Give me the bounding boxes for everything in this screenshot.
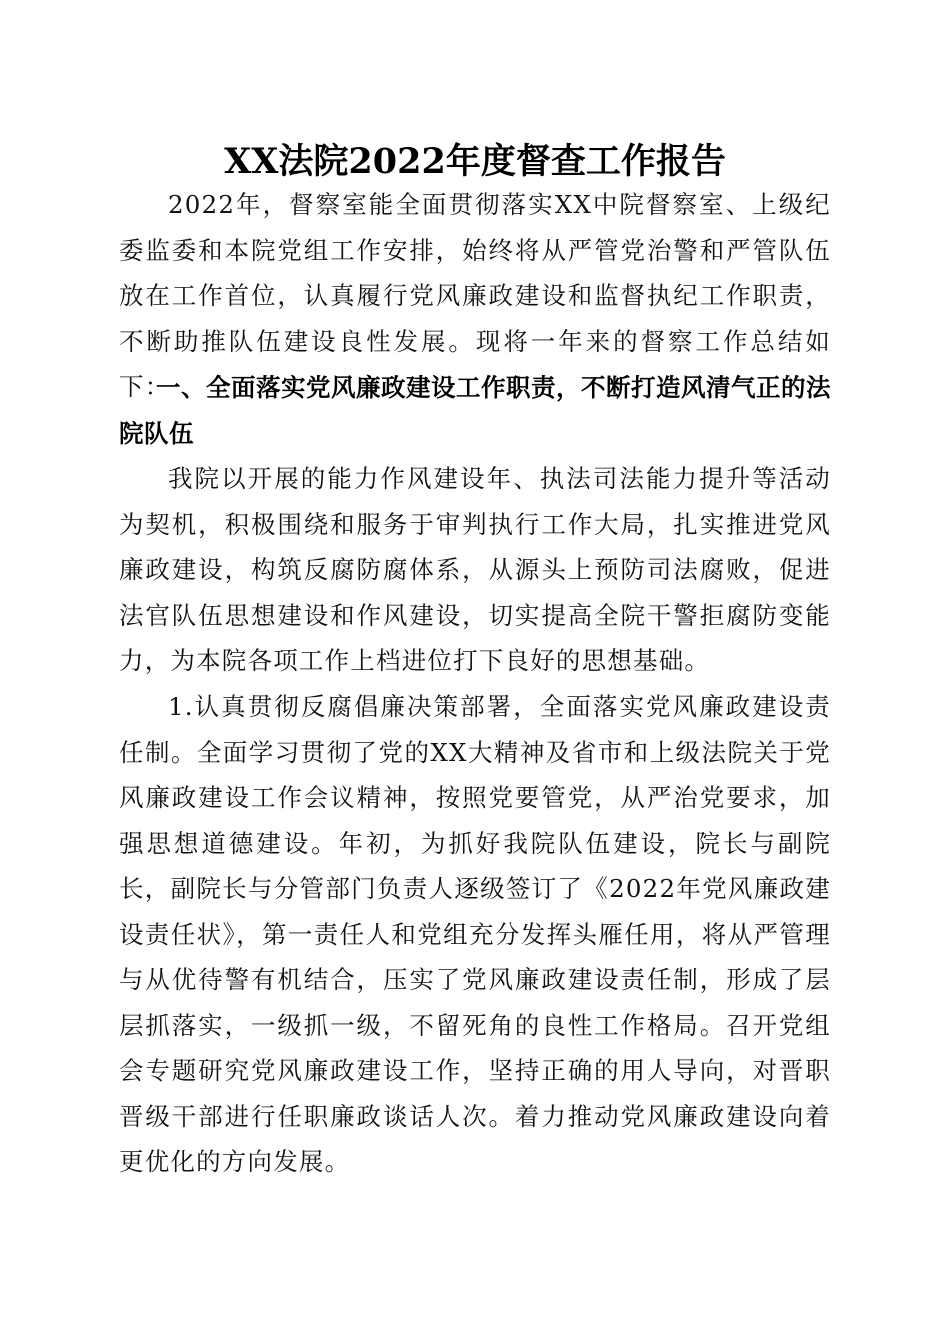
item-paragraph: 1.认真贯彻反腐倡廉决策部署，全面落实党风廉政建设责任制。全面学习贯彻了党的XX大精神及省市和上级法院关于党风廉政建设工作会议精神，按照党要管党，从严治党要求，加强思想道德建设。年初，为抓好我院队伍建设，院长与副院长，副院长与分管部门负责人逐级签订了《2022年党风廉政建设责任状》，第一责任人和党组充分发挥头雁任用，将从严管理与从优待警有机结合，压实了党风廉政建设责任制，形成了层层抓落实，一级抓一级，不留死角的良性工作格局。召开党组会专题研究党风廉政建设工作，坚持正确的用人导向，对晋职晋级干部进行任职廉政谈话人次。着力推动党风廉政建设向着更优化的方向发展。 xyxy=(119,692,831,1176)
document-title: XX法院2022年度督查工作报告 xyxy=(224,141,726,182)
section-paragraph: 我院以开展的能力作风建设年、执法司法能力提升等活动为契机，积极围绕和服务于审判执行工作大局，扎实推进党风廉政建设，构筑反腐防腐体系，从源头上预防司法腐败，促进法官队伍思想建设和作风建设，切实提高全院干警拒腐防变能力，为本院各项工作上档进位打下良好的思想基础。 xyxy=(119,464,831,675)
intro-paragraph: 2022年，督察室能全面贯彻落实XX中院督察室、上级纪委监委和本院党组工作安排，始终将从严管党治警和严管队伍放在工作首位，认真履行党风廉政建设和监督执纪工作职责，不断助推队伍建设良性发展。现将一年来的督察工作总结如下： xyxy=(119,190,831,401)
section-heading: 一、全面落实党风廉政建设工作职责，不断打造风清气正的法院队伍 xyxy=(119,373,831,448)
